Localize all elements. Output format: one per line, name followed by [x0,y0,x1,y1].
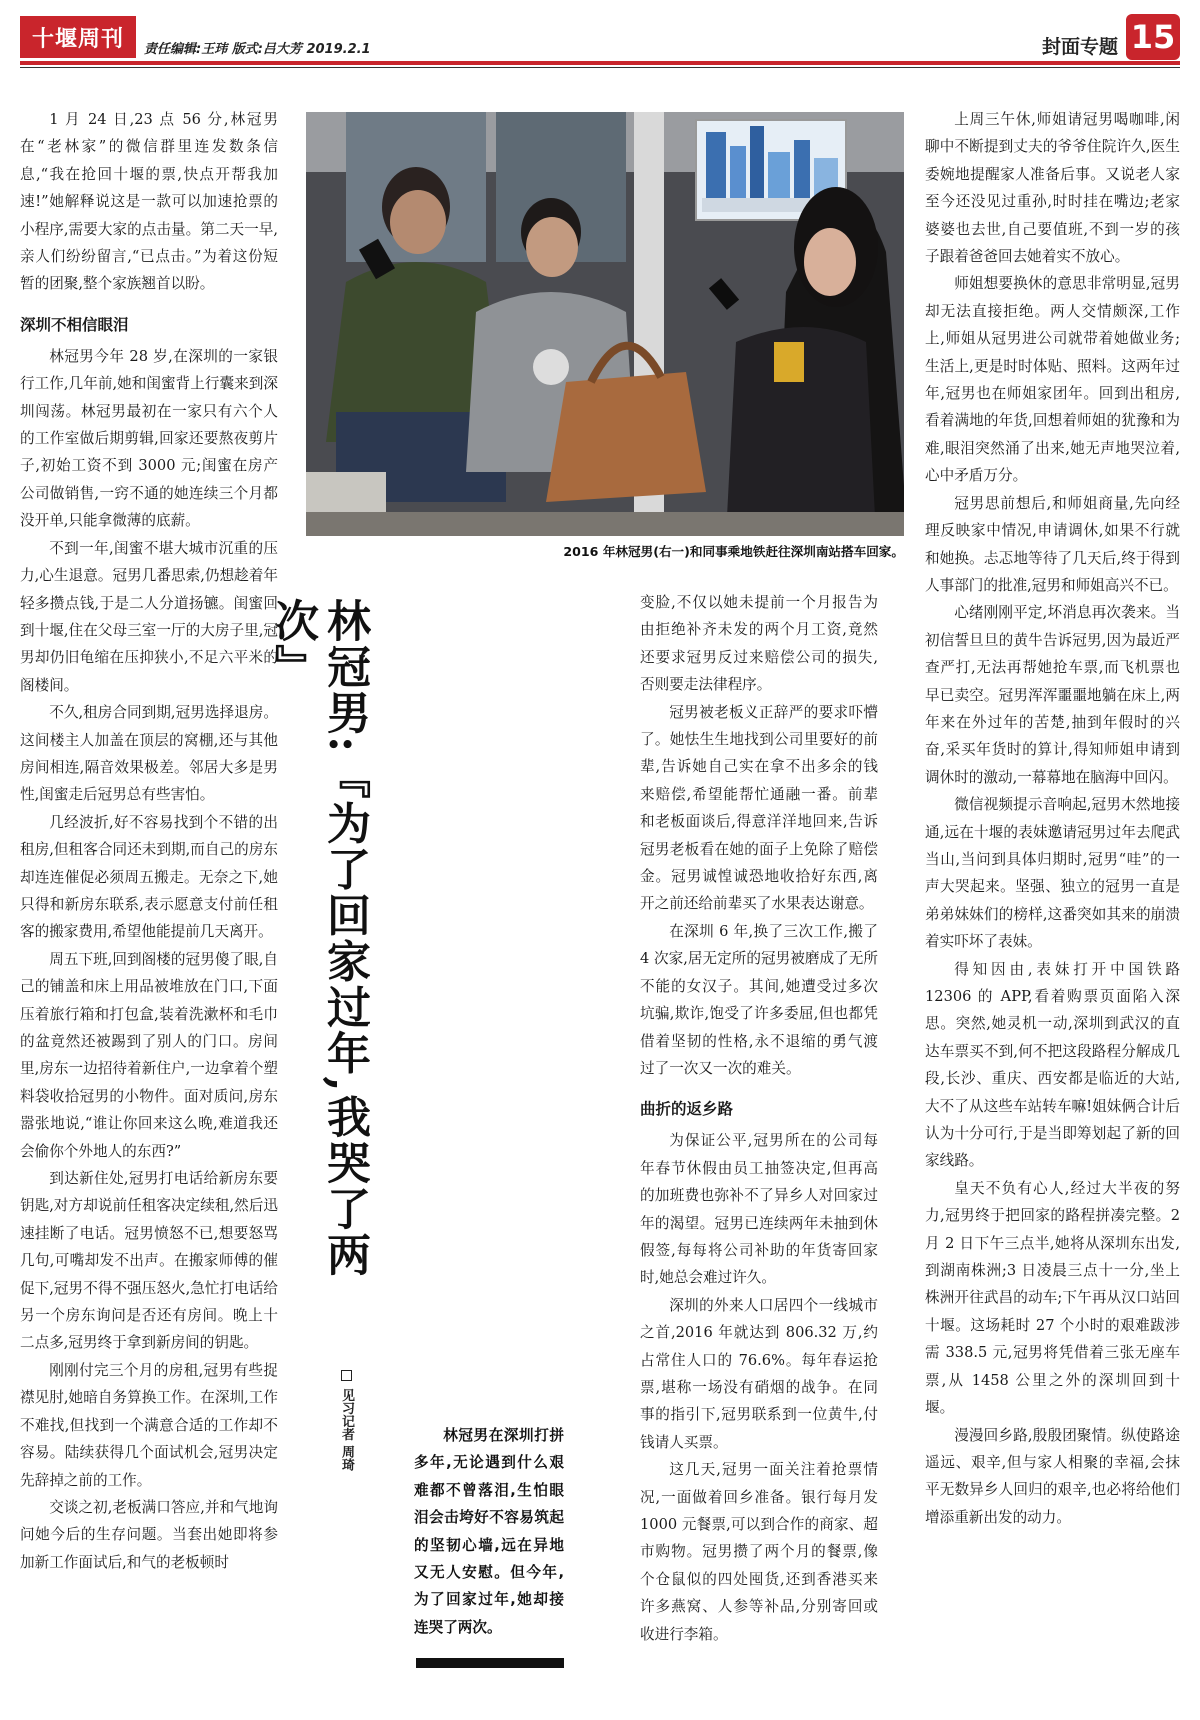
header-rule-thin [20,67,1180,68]
article-paragraph: 1 月 24 日,23 点 56 分,林冠男在“老林家”的微信群里连发数条信息,“我在抢回十堰的票,快点开帮我加速!”她解释说这是一款可以加速抢票的小程序,需要大家的点击量。第二天一早,亲人们纷纷留言,“已点击。”为着这份短暂的团聚,整个家族翘首以盼。 [20,111,278,293]
byline-box-icon [341,1370,352,1381]
article-paragraph: 几经波折,好不容易找到个不错的出租房,但租客合同还未到期,而自己的房东却连连催促必须周五搬走。无奈之下,她只得和新房东联系,表示愿意支付前任租客的搬家费用,希望他能提前几天离开。 [20,813,278,941]
reporter-name: 见习记者 周琦 [339,1388,354,1472]
section-heading: 深圳不相信眼泪 [20,315,129,334]
article-paragraph: 不到一年,闺蜜不堪大城市沉重的压力,心生退意。冠男几番思索,仍想趁着年轻多攒点钱,于是二人分道扬镳。闺蜜回到十堰,住在父母三室一厅的大房子里,冠男却仍旧龟缩在压抑狭小,不足六平米的阁楼间。 [20,539,278,694]
summary-text: 林冠男在深圳打拼多年,无论遇到什么艰难都不曾落泪,生怕眼泪会击垮好不容易筑起的坚韧心墙,远在异地又无人安慰。但今年,为了回家过年,她却接连哭了两次。 [414,1427,564,1636]
article-column-right [925,106,1180,1710]
article-paragraph: 刚刚付完三个月的房租,冠男有些捉襟见肘,她暗自务算换工作。在深圳,工作不难找,但找到一个满意合适的工作却不容易。陆续获得几个面试机会,冠男决定先辞掉之前的工作。 [20,1361,278,1489]
section-title: 封面专题 [1041,36,1118,58]
article-summary [414,1422,564,1641]
summary-divider [416,1658,564,1668]
article-paragraph: 变脸,不仅以她未提前一个月报告为由拒绝补齐未发的两个月工资,竟然还要求冠男反过来赔偿公司的损失,否则要走法律程序。 [640,594,878,694]
article-paragraph: 交谈之初,老板满口答应,并和气地询问她今后的生存问题。当套出她即将参加新工作面试后,和气的老板顿时 [20,1498,278,1571]
article-paragraph: 微信视频提示音响起,冠男木然地接通,远在十堰的表妹邀请冠男过年去爬武当山,当问到具体归期时,冠男“哇”的一声大哭起来。坚强、独立的冠男一直是弟弟妹妹们的榜样,这番突如其来的崩溃着实吓坏了表妹。 [925,796,1180,951]
article-paragraph: 漫漫回乡路,殷殷团聚情。纵使路途遥远、艰辛,但与家人相聚的幸福,会抹平无数异乡人回归的艰辛,也必将给他们增添重新出发的动力。 [925,1426,1180,1526]
article-paragraph: 得知因由,表妹打开中国铁路 12306 的 APP,看着购票页面陷入深思。突然,她灵机一动,深圳到武汉的直达车票买不到,何不把这段路程分解成几段,长沙、重庆、西安都是临近的大站,大不了从这些车站转车嘛!姐妹俩合计后认为十分可行,于是当即筹划起了新的回家线路。 [925,960,1180,1170]
article-paragraph: 师姐想要换休的意思非常明显,冠男却无法直接拒绝。两人交情颇深,工作上,师姐从冠男进公司就带着她做业务;生活上,更是时时体贴、照料。这两年过年,冠男也在师姐家团年。回到出租房,看着满地的年货,回想着师姐的犹豫和为难,眼泪突然涌了出来,她无声地哭泣着,心中矛盾万分。 [925,275,1180,485]
article-paragraph: 在深圳 6 年,换了三次工作,搬了 4 次家,居无定所的冠男被磨成了无所不能的女汉子。其间,她遭受过多次坑骗,欺诈,饱受了许多委屈,但也都凭借着坚韧的性格,永不退缩的勇气渡过了一次又一次的难关。 [640,922,878,1077]
article-paragraph: 为保证公平,冠男所在的公司每年春节休假由员工抽签决定,但再高的加班费也弥补不了异乡人对回家过年的渴望。冠男已连续两年未抽到休假签,每每将公司补助的年货寄回家时,她总会难过许久。 [640,1132,878,1287]
subway-photo [306,112,904,536]
article-column-middle [640,589,878,1714]
article-paragraph: 这几天,冠男一面关注着抢票情况,一面做着回乡准备。银行每月发 1000 元餐票,可以到合作的商家、超市购物。冠男攒了两个月的餐票,像个仓鼠似的四处囤货,还到香港买来许多燕窝、人参等补品,分别寄回或收进行李箱。 [640,1461,878,1643]
section-heading: 曲折的返乡路 [640,1100,734,1119]
header-rule [20,61,1180,65]
article-paragraph: 上周三午休,师姐请冠男喝咖啡,闲聊中不断提到丈夫的爷爷住院许久,医生委婉地提醒家人准备后事。又说老人家至今还没见过重孙,时时挂在嘴边;老家婆婆也去世,自己要值班,不到一岁的孩子跟着爸爸回去她着实不放心。 [925,111,1180,266]
article-paragraph: 冠男思前想后,和师姐商量,先向经理反映家中情况,申请调休,如果不行就和她换。忐忑地等待了几天后,终于得到人事部门的批准,冠男和师姐高兴不已。 [925,494,1180,594]
article-paragraph: 到达新住处,冠男打电话给新房东要钥匙,对方却说前任租客决定续租,然后迅速挂断了电话。冠男愤怒不已,想要怒骂几句,可嘴却发不出声。在搬家师傅的催促下,冠男不得不强压怒火,急忙打电话给另一个房东询问是否还有房间。晚上十二点多,冠男终于拿到新房间的钥匙。 [20,1170,278,1352]
page-number: 15 [1126,14,1180,60]
photo-caption: 2016 年林冠男(右一)和同事乘地铁赶往深圳南站搭车回家。 [563,544,904,559]
article-paragraph: 皇天不负有心人,经过大半夜的努力,冠男终于把回家的路程拼凑完整。2 月 2 日下午三点半,她将从深圳东出发,到湖南株洲;3 日凌晨三点十一分,坐上株洲开往武昌的动车;下午再从汉口站回十堰。这场耗时 27 个小时的艰难跋涉需 338.5 元,冠男将凭借着三张无座车票,从 1458 公里之外的深圳回到十堰。 [925,1179,1180,1417]
article-paragraph: 冠男被老板义正辞严的要求吓懵了。她怯生生地找到公司里要好的前辈,告诉她自己实在拿不出多余的钱来赔偿,希望能帮忙通融一番。前辈和老板面谈后,得意洋洋地回来,告诉冠男老板看在她的面子上免除了赔偿金。冠男诚惶诚恐地收拾好东西,离开之前还给前辈买了水果表达谢意。 [640,703,878,913]
reporter-byline [334,1370,356,1471]
article-column-left [20,106,278,1710]
article-paragraph: 不久,租房合同到期,冠男选择退房。这间楼主人加盖在顶层的窝棚,还与其他房间相连,隔音效果极差。邻居大多是男性,闺蜜走后冠男总有些害怕。 [20,704,278,804]
article-paragraph: 林冠男今年 28 岁,在深圳的一家银行工作,几年前,她和闺蜜背上行囊来到深圳闯荡。林冠男最初在一家只有六个人的工作室做后期剪辑,回家还要熬夜剪片子,初始工资不到 3000 元;闺蜜在房产公司做销售,一窍不通的她连续三个月都没开单,只能拿微薄的底薪。 [20,347,278,530]
masthead-logo [20,16,136,58]
article-paragraph: 周五下班,回到阁楼的冠男傻了眼,自己的铺盖和床上用品被堆放在门口,下面压着旅行箱和打包盒,装着洗漱杯和毛巾的盆竟然还被踢到了别人的门口。房间里,房东一边招待着新住户,一边拿着个塑料袋收拾冠男的小物件。面对质问,房东嚣张地说,“谁让你回来这么晚,难道我还会偷你个外地人的东西?” [20,950,278,1160]
article-paragraph: 心绪刚刚平定,坏消息再次袭来。当初信誓旦旦的黄牛告诉冠男,因为最近严查严打,无法再帮她抢车票,而飞机票也早已卖空。冠男浑浑噩噩地躺在床上,两年来在外过年的苦楚,抽到年假时的兴奋,采买年货时的算计,得知师姐申请到调休时的激动,一幕幕地在脑海中回闪。 [925,604,1180,786]
editor-credits: 责任编辑:王玮 版式:吕大芳 2019.2.1 [144,42,371,57]
article-headline: 林冠男:『为了回家过年,我哭了两次』 [267,598,370,1278]
masthead-title: 十堰周刊 [31,25,124,52]
article-paragraph: 深圳的外来人口居四个一线城市之首,2016 年就达到 806.32 万,约占常住人口的 76.6%。每年春运抢票,堪称一场没有硝烟的战争。在同事的指引下,冠男联系到一位黄牛,付钱请人买票。 [640,1296,878,1451]
